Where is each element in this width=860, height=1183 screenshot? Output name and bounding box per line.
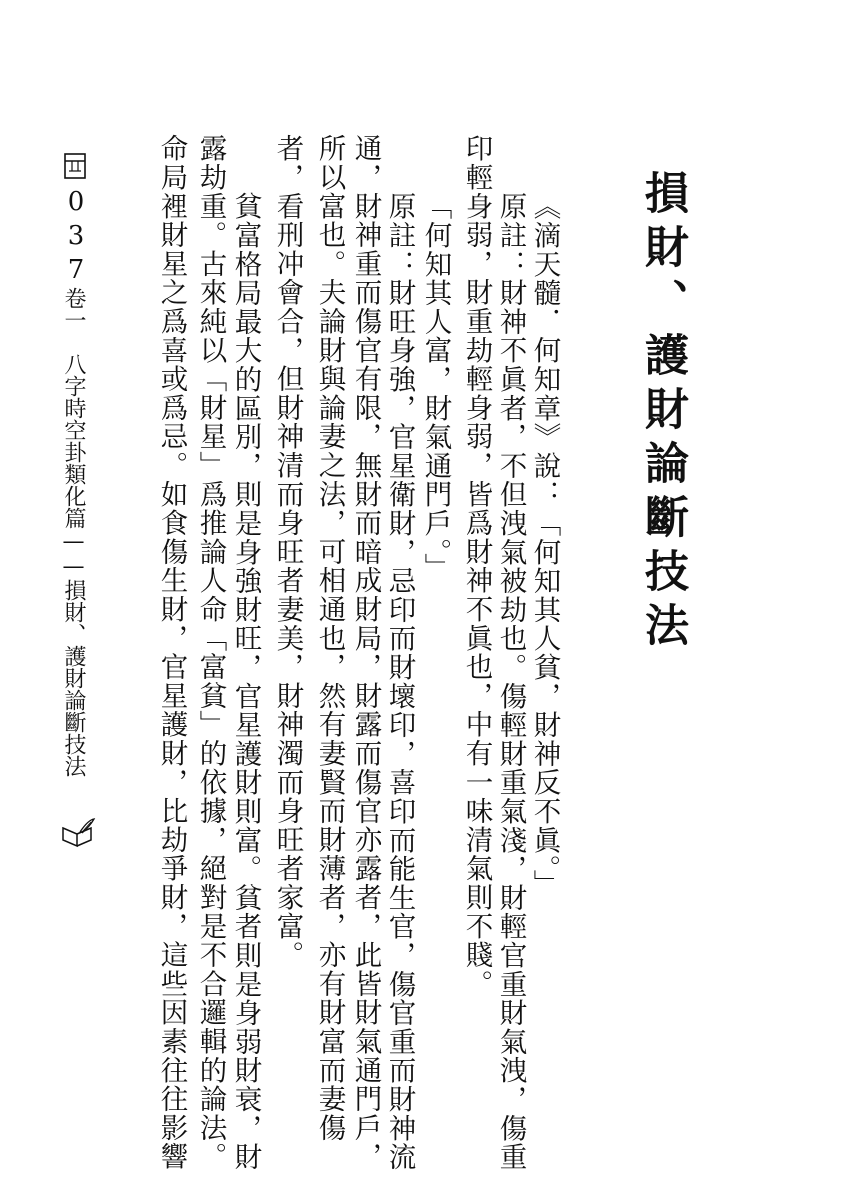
- page-seal-icon: [64, 153, 86, 179]
- running-header: 卷一 八字時空卦類化篇——損財、護財論斷技法: [61, 287, 86, 777]
- text-column-9: 貧富格局最大的區別，則是身強財旺，官星護財則富。貧者則是身弱財衰，財: [229, 192, 262, 1172]
- text-column-8: 者，看刑冲會合，但財神清而身旺者妻美，財神濁而身旺者家富。: [271, 134, 304, 970]
- text-column-2: 原註：財神不眞者，不但洩氣被劫也。傷輕財重氣淺，財輕官重財氣洩，傷重: [494, 192, 527, 1172]
- page-number: 037: [61, 187, 91, 289]
- text-column-10: 露劫重。古來純以「財星」爲推論人命「富貧」的依據，絕對是不合邏輯的論法。: [194, 134, 227, 1171]
- text-column-7: 所以富也。夫論財與論妻之法，可相通也，然有妻賢而財薄者，亦有財富而妻傷: [313, 134, 346, 1142]
- text-column-11: 命局裡財星之爲喜或爲忌。如食傷生財，官星護財，比劫爭財，這些因素往往影響: [155, 134, 188, 1171]
- book-feather-icon: [60, 818, 96, 848]
- text-column-4: 「何知其人富，財氣通門戶。」: [419, 192, 452, 582]
- page-title: 損財、護財論斷技法: [637, 170, 688, 656]
- text-column-1: 《滴天髓．何知章》說：「何知其人貧，財神反不眞。」: [528, 192, 561, 899]
- text-column-5: 原註：財旺身強，官星衛財，忌印而財壞印，喜印而能生官，傷官重而財神流: [383, 192, 416, 1172]
- text-column-6: 通，財神重而傷官有限，無財而暗成財局，財露而傷官亦露者，此皆財氣通門戶，: [349, 134, 382, 1171]
- text-column-3: 印輕身弱，財重劫輕身弱，皆爲財神不眞也，中有一味清氣則不賤。: [460, 134, 493, 998]
